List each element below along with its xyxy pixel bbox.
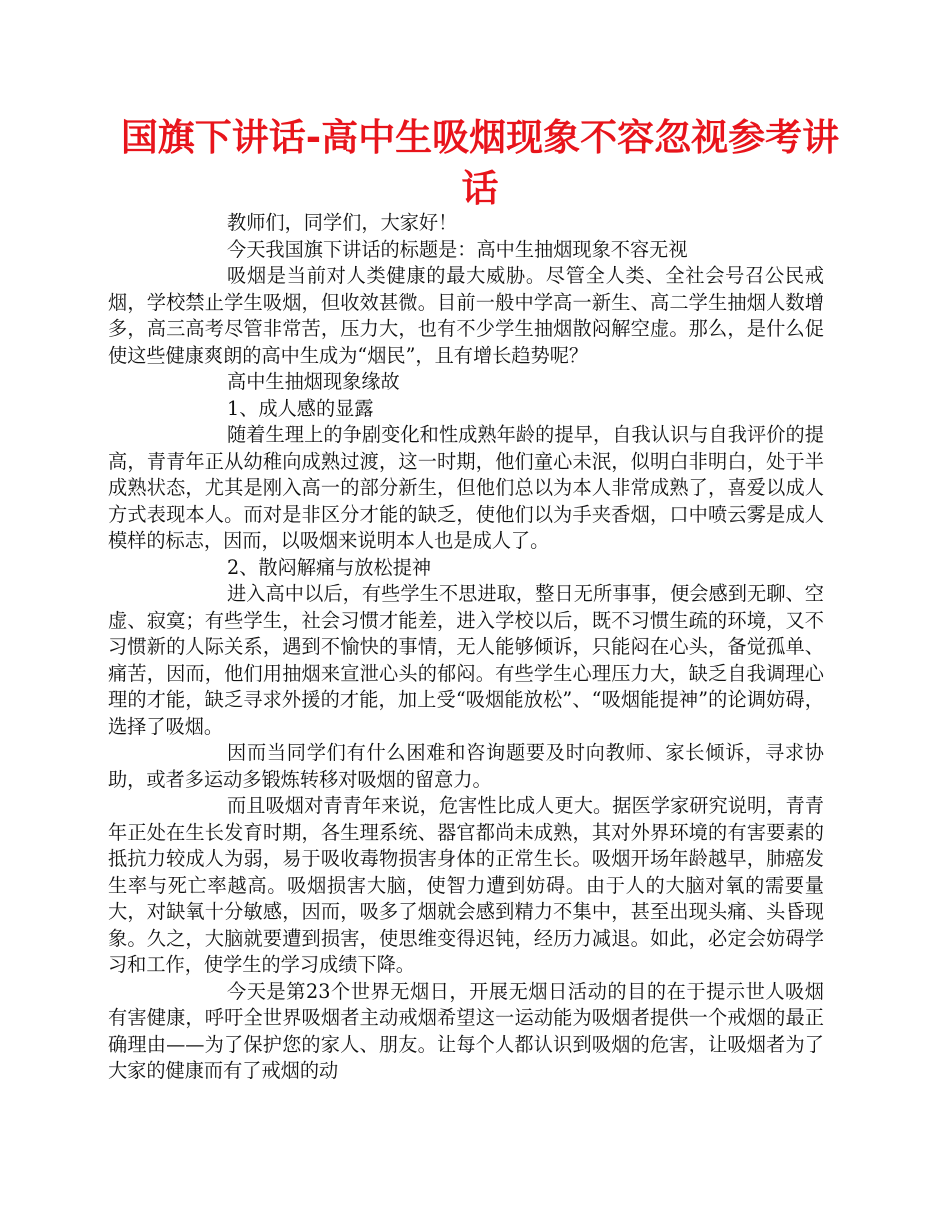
paragraph-advice: 因而当同学们有什么困难和咨询题要及时向教师、家长倾诉，寻求协助，或者多运动多锻炼转移对吸烟的留意力。 (108, 741, 824, 791)
paragraph-greeting: 教师们，同学们，大家好！ (227, 211, 458, 234)
document-title: 国旗下讲话-高中生吸烟现象不容忽视参考讲话 (120, 116, 840, 210)
paragraph-no-smoking-day: 今天是第23个世界无烟日，开展无烟日活动的目的在于提示世人吸烟有害健康，呼吁全世界吸烟者主动戒烟希望这一运动能为吸烟者提供一个戒烟的最正确理由——为了保护您的家人、朋友。让每个人都认识到吸烟的危害，让吸烟者为了大家的健康而有了戒烟的动 (108, 979, 824, 1082)
paragraph-topic: 今天我国旗下讲话的标题是：高中生抽烟现象不容无视 (227, 237, 688, 261)
section-heading-causes: 高中生抽烟现象缘故 (227, 370, 400, 393)
subheading-1: 1、成人感的显露 (227, 396, 374, 420)
paragraph-cause-2: 进入高中以后，有些学生不思进取，整日无所事事，便会感到无聊、空虚、寂寞；有些学生，社会习惯才能差，进入学校以后，既不习惯生疏的环境，又不习惯新的人际关系，遇到不愉快的事情，无人能够倾诉，只能闷在心头，备觉孤单、痛苦，因而，他们用抽烟来宣泄心头的郁闷。有些学生心理压力大，缺乏自我调理心理的才能，缺乏寻求外援的才能，加上受“吸烟能放松”、“吸烟能提神”的论调妨碍，选择了吸烟。 (108, 582, 824, 738)
subheading-2: 2、散闷解痛与放松提神 (227, 555, 432, 579)
paragraph-intro: 吸烟是当前对人类健康的最大威胁。尽管全人类、全社会号召公民戒烟，学校禁止学生吸烟，但收效甚微。目前一般中学高一新生、高二学生抽烟人数增多，高三高考尽管非常苦，压力大，也有不少学生抽烟散闷解空虚。那么，是什么促使这些健康爽朗的高中生成为“烟民”，且有增长趋势呢？ (108, 264, 824, 367)
paragraph-cause-1: 随着生理上的争剧变化和性成熟年龄的提早，自我认识与自我评价的提高，青青年正从幼稚向成熟过渡，这一时期，他们童心未泯，似明白非明白，处于半成熟状态，尤其是刚入高一的部分新生，但他们总以为本人非常成熟了，喜爱以成人方式表现本人。而对是非区分才能的缺乏，使他们以为手夹香烟，口中喷云雾是成人模样的标志，因而，以吸烟来说明本人也是成人了。 (108, 423, 824, 552)
document-body (108, 210, 824, 1085)
paragraph-harm: 而且吸烟对青青年来说，危害性比成人更大。据医学家研究说明，青青年正处在生长发育时期，各生理系统、器官都尚未成熟，其对外界环境的有害要素的抵抗力较成人为弱，易于吸收毒物损害身体的正常生长。吸烟开场年龄越早，肺癌发生率与死亡率越高。吸烟损害大脑，使智力遭到妨碍。由于人的大脑对氧的需要量大，对缺氧十分敏感，因而，吸多了烟就会感到精力不集中，甚至出现头痛、头昏现象。久之，大脑就要遭到损害，使思维变得迟钝，经历力减退。如此，必定会妨碍学习和工作，使学生的学习成绩下降。 (108, 794, 824, 976)
